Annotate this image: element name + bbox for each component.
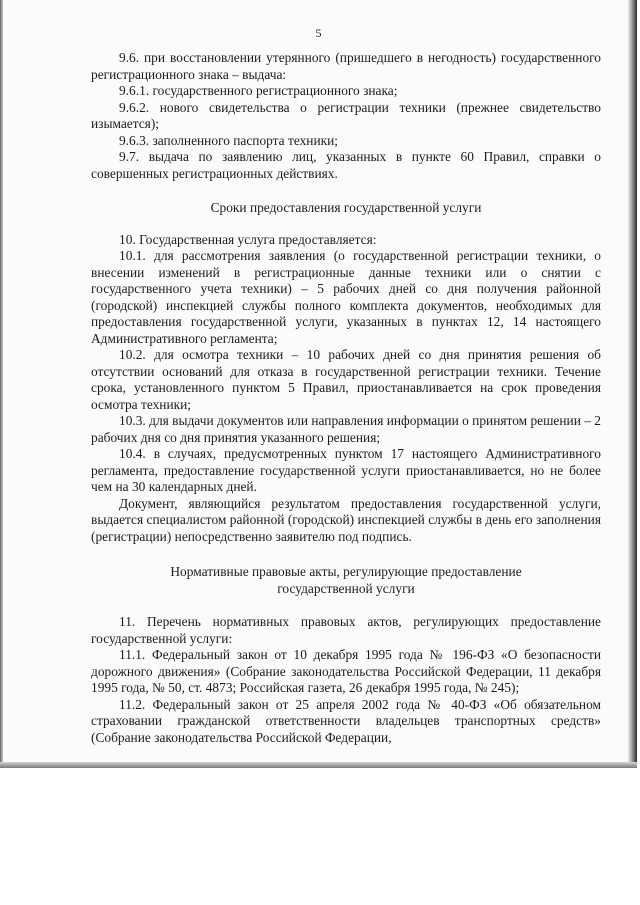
paragraph-9-6: 9.6. при восстановлении утерянного (пришедшего в негодность) государственного регистрационного знака – выдача: (91, 50, 601, 82)
paragraph-10-3: 10.3. для выдачи документов или направления информации о принятом решении – 2 рабочих дня со дня принятия указанного решения; (91, 413, 601, 445)
scan-edge-right (628, 0, 637, 768)
section-heading-legal-acts (91, 564, 601, 597)
paragraph-11-1: 11.1. Федеральный закон от 10 декабря 1995 года № 196-ФЗ «О безопасности дорожного движения» (Собрание законодательства Российской Федерации, 11 декабря 1995 года, № 50, ст. 4873; Российская газета, 26 декабря 1995 года, № 245); (91, 647, 601, 695)
paragraph-9-6-2: 9.6.2. нового свидетельства о регистрации техники (прежнее свидетельство изымается); (91, 99, 601, 131)
paragraph-9-6-1: 9.6.1. государственного регистрационного знака; (119, 83, 398, 98)
scan-edge-bottom (0, 762, 637, 768)
paragraph-11: 11. Перечень нормативных правовых актов, регулирующих предоставление государственной услуги: (91, 614, 601, 646)
paragraph-10-4: 10.4. в случаях, предусмотренных пунктом 17 настоящего Административного регламента, предоставление государственной услуги приостанавливается, но не более чем на 30 календарных дней. (91, 446, 601, 494)
document-body (91, 50, 601, 746)
paragraph-10-2: 10.2. для осмотра техники – 10 рабочих дней со дня принятия решения об отсутствии оснований для отказа в государственной регистрации техники. Течение срока, установленного пунктом 5 Правил, приостанавливается на срок проведения осмотра техники; (91, 347, 601, 412)
paragraph-9-6-3: 9.6.3. заполненного паспорта техники; (119, 132, 339, 148)
paragraph-10: 10. Государственная услуга предоставляется: (119, 231, 377, 247)
section-heading-legal-acts-line2: государственной услуги (277, 580, 415, 596)
paragraph-11-2: 11.2. Федеральный закон от 25 апреля 2002 года № 40-ФЗ «Об обязательном страховании гражданской ответственности владельцев транспортных средств» (Собрание законодательства Российской Федерации, (91, 696, 601, 745)
page-number: 5 (315, 26, 322, 40)
paragraph-result-document: Документ, являющийся результатом предоставления государственной услуги, выдается специалистом районной (городской) инспекцией службы в день его заполнения (регистрации) непосредственно заявителю под подпись. (91, 495, 601, 544)
section-heading-legal-acts-line1: Нормативные правовые акты, регулирующие предоставление (170, 564, 522, 579)
scan-edge-left (0, 0, 3, 768)
paragraph-9-7: 9.7. выдача по заявлению лиц, указанных в пункте 60 Правил, справки о совершенных регистрационных действиях. (91, 149, 601, 181)
paragraph-10-1: 10.1. для рассмотрения заявления (о государственной регистрации техники, о внесении изменений в регистрационные данные техники или о снятии с государственного учета техники) – 5 рабочих дней со дня получения районной (городской) инспекцией службы полного комплекта документов, необходимых для предоставления государственной услуги, указанных в пунктах 12, 14 настоящего Административного регламента; (91, 248, 601, 346)
section-heading-terms: Сроки предоставления государственной услуги (210, 200, 482, 215)
